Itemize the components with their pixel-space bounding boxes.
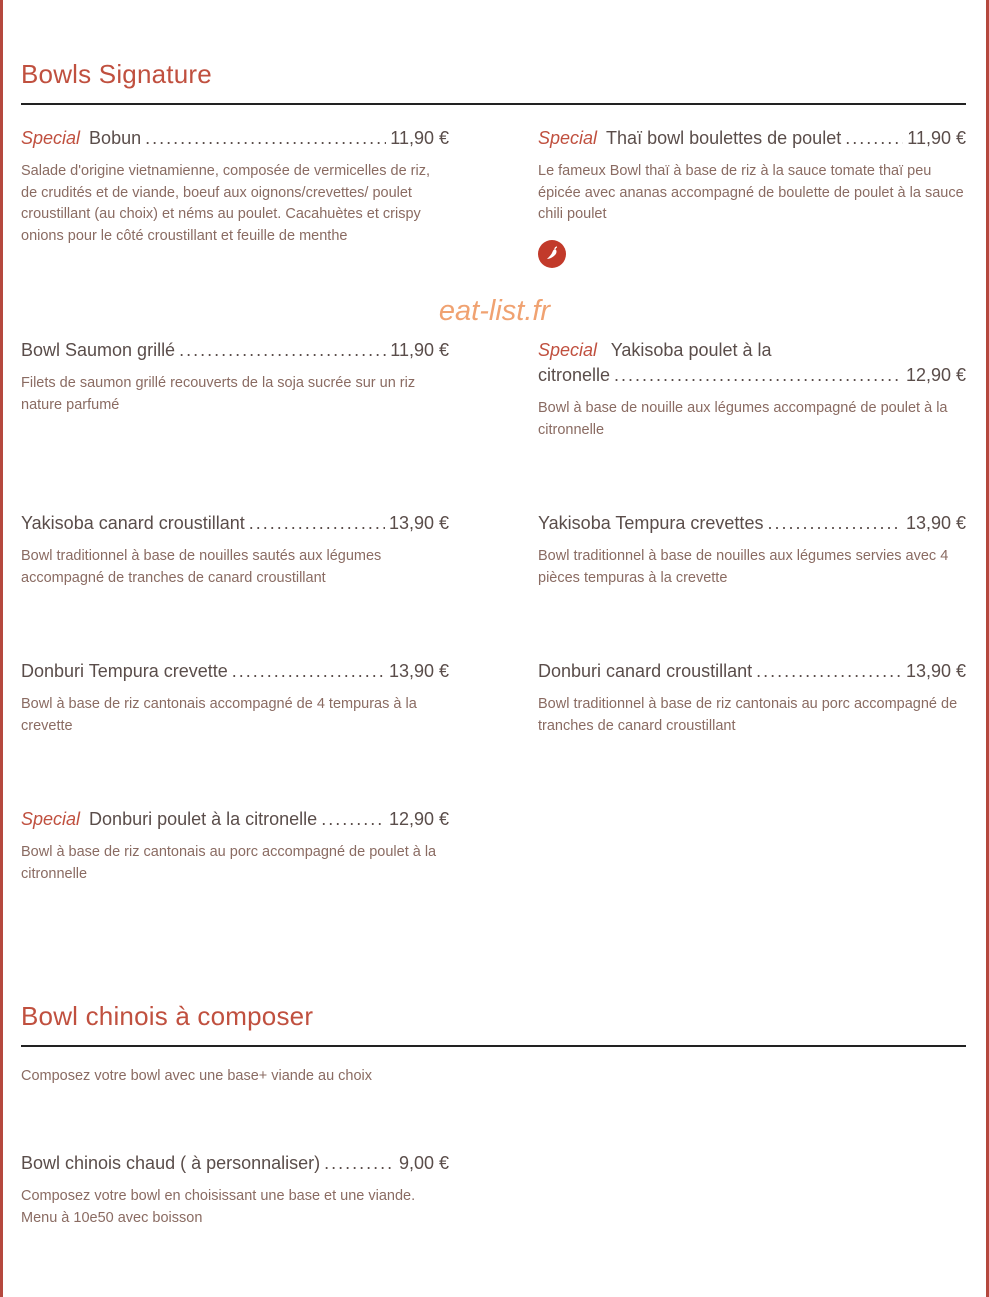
- item-description: Composez votre bowl en choisissant une base et une viande. Menu à 10e50 avec boisson: [21, 1188, 416, 1226]
- section-title-bowls-signature: Bowls Signature: [21, 59, 212, 89]
- menu-item-yakisoba-canard: [21, 511, 449, 589]
- item-price: 13,90 €: [388, 661, 449, 681]
- menu-item-donburi-canard: [538, 659, 966, 737]
- leader-dots: [324, 1151, 395, 1176]
- menu-item-yakisoba-poulet: [538, 338, 966, 441]
- watermark: eat-list.fr: [438, 295, 551, 327]
- leader-dots: [232, 659, 385, 684]
- menu-item-donburi-poulet: [21, 807, 449, 885]
- item-name: Thaï bowl boulettes de poulet: [606, 128, 842, 148]
- section-divider: [21, 1045, 966, 1047]
- menu-item-donburi-tempura: [21, 659, 449, 737]
- item-price: 13,90 €: [905, 661, 966, 681]
- section-divider: [21, 103, 966, 105]
- item-price: 11,90 €: [907, 128, 966, 148]
- item-name: Yakisoba canard croustillant: [21, 513, 245, 533]
- item-name: Bowl Saumon grillé: [21, 340, 176, 360]
- item-price: 13,90 €: [905, 513, 966, 533]
- menu-item-thai-bowl: [538, 126, 966, 268]
- chili-pepper-icon: [538, 240, 566, 268]
- item-name: Yakisoba Tempura crevettes: [538, 513, 764, 533]
- item-price: 13,90 €: [388, 513, 449, 533]
- item-name: Donburi poulet à la citronelle: [89, 809, 318, 829]
- item-description: Bowl à base de nouille aux légumes accompagné de poulet à la citronnelle: [538, 400, 948, 438]
- item-price: 12,90 €: [905, 365, 966, 385]
- leader-dots: [756, 659, 902, 684]
- special-tag: Special: [21, 809, 81, 829]
- menu-item-bowl-saumon: [21, 338, 449, 416]
- item-description: Bowl traditionnel à base de riz cantonais au porc accompagné de tranches de canard croustillant: [538, 696, 958, 734]
- leader-dots: [179, 338, 386, 363]
- page-border-left: [0, 0, 3, 1297]
- section-title-bowl-chinois: Bowl chinois à composer: [21, 1001, 314, 1031]
- item-description: Salade d'origine vietnamienne, composée de vermicelles de riz, de crudités et de viande, boeuf aux oignons/crevettes/ poulet croustillant (au choix) et néms au poulet. Cacahuètes et crispy onions pour le côté croustillant et feuille de menthe: [21, 163, 430, 244]
- item-name: Donburi canard croustillant: [538, 661, 753, 681]
- special-tag: Special: [538, 340, 598, 360]
- item-name-line1: Yakisoba poulet à la: [610, 340, 772, 360]
- leader-dots: [845, 126, 903, 151]
- item-name: Bobun: [89, 128, 142, 148]
- item-description: Bowl traditionnel à base de nouilles aux légumes servies avec 4 pièces tempuras à la crevette: [538, 548, 949, 586]
- item-description: Filets de saumon grillé recouverts de la soja sucrée sur un riz nature parfumé: [21, 375, 416, 413]
- item-description: Le fameux Bowl thaï à base de riz à la sauce tomate thaï peu épicée avec ananas accompagné de boulette de poulet à la sauce chili poulet: [538, 163, 964, 222]
- menu-item-bowl-chinois-chaud: [21, 1151, 449, 1229]
- leader-dots: [321, 807, 385, 832]
- item-price: 11,90 €: [390, 128, 449, 148]
- menu-item-yakisoba-tempura: [538, 511, 966, 589]
- special-tag: Special: [538, 128, 598, 148]
- item-description: Bowl à base de riz cantonais au porc accompagné de poulet à la citronnelle: [21, 844, 437, 882]
- leader-dots: [767, 511, 901, 536]
- item-price: 9,00 €: [398, 1153, 449, 1173]
- special-tag: Special: [21, 128, 81, 148]
- item-name-line2: citronelle: [538, 365, 611, 385]
- item-description: Bowl traditionnel à base de nouilles sautés aux légumes accompagné de tranches de canard croustillant: [21, 548, 382, 586]
- leader-dots: [145, 126, 386, 151]
- item-name: Bowl chinois chaud ( à personnaliser): [21, 1153, 321, 1173]
- leader-dots: [249, 511, 385, 536]
- item-description: Bowl à base de riz cantonais accompagné de 4 tempuras à la crevette: [21, 696, 417, 734]
- item-price: 12,90 €: [388, 809, 449, 829]
- chili-pepper-glyph: [544, 246, 560, 262]
- section-intro: Composez votre bowl avec une base+ viande au choix: [21, 1068, 373, 1084]
- leader-dots: [614, 363, 902, 388]
- menu-item-bobun: [21, 126, 449, 247]
- item-name: Donburi Tempura crevette: [21, 661, 228, 681]
- item-price: 11,90 €: [390, 340, 449, 360]
